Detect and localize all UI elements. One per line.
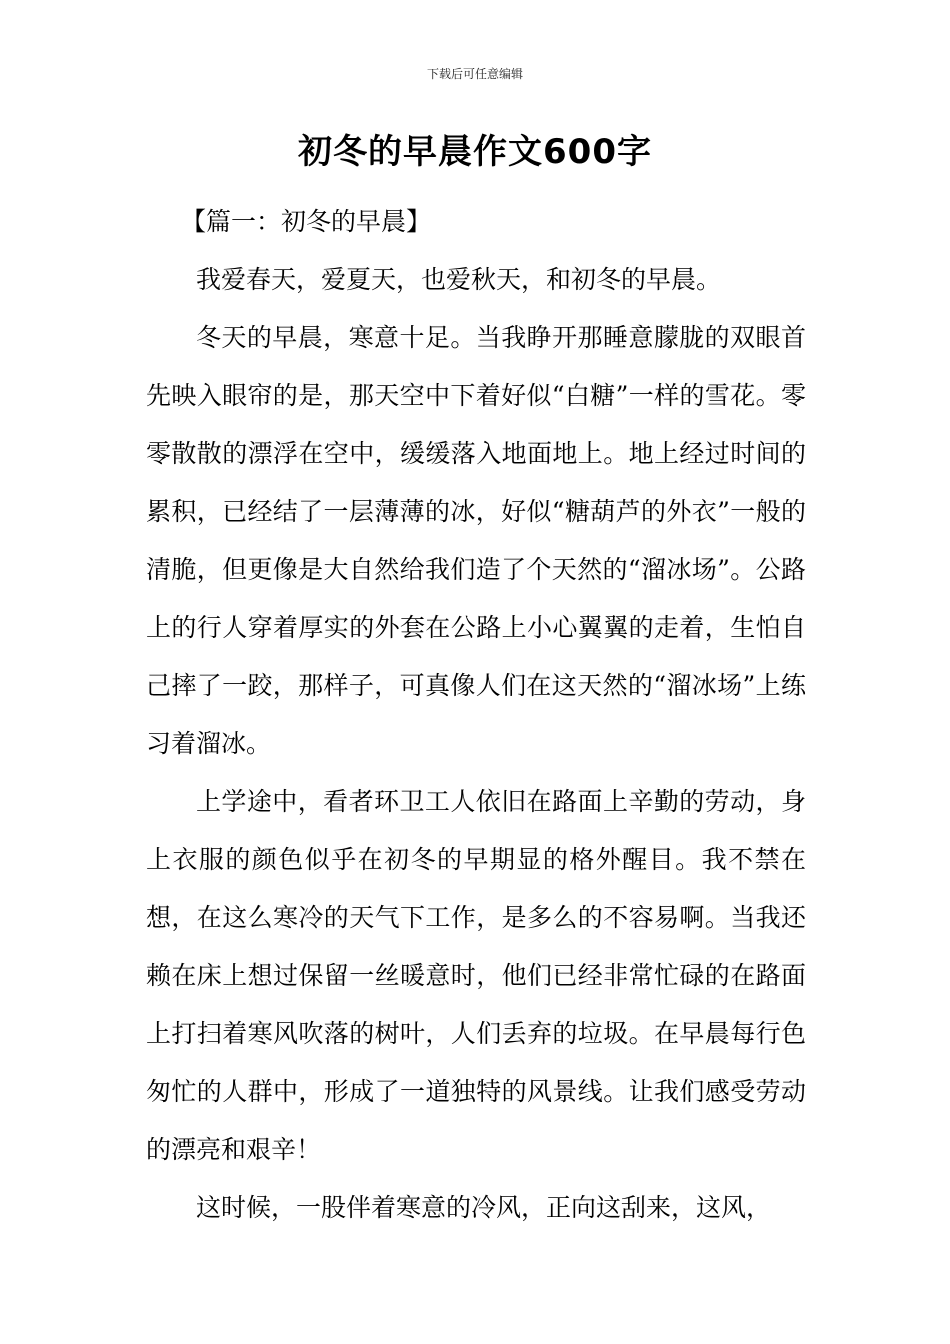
paragraph-1: 我爱春天，爱夏天，也爱秋天，和初冬的早晨。 (196, 265, 722, 294)
section-heading: 【篇一：初冬的早晨】 (181, 207, 432, 236)
document-body (146, 193, 806, 1237)
paragraph-2: 冬天的早晨，寒意十足。当我睁开那睡意朦胧的双眼首先映入眼帘的是，那天空中下着好似“白糖”一样的雪花。零零散散的漂浮在空中，缓缓落入地面地上。地上经过时间的累积，已经结了一层薄薄的冰，好似“糖葫芦的外衣”一般的清脆，但更像是大自然给我们造了个天然的“溜冰场”。公路上的行人穿着厚实的外套在公路上小心翼翼的走着，生怕自己摔了一跤，那样子，可真像人们在这天然的“溜冰场”上练习着溜冰。 (146, 323, 806, 758)
header-note: 下载后可任意编辑 (426, 67, 523, 81)
document-title: 初冬的早晨作文600字 (298, 132, 652, 172)
paragraph-4: 这时候，一股伴着寒意的冷风，正向这刮来，这风， (196, 1193, 772, 1222)
paragraph-3: 上学途中，看者环卫工人依旧在路面上辛勤的劳动，身上衣服的颜色似乎在初冬的早期显的格外醒目。我不禁在想，在这么寒冷的天气下工作，是多么的不容易啊。当我还赖在床上想过保留一丝暖意时，他们已经非常忙碌的在路面上打扫着寒风吹落的树叶，人们丢弃的垃圾。在早晨每行色匆忙的人群中，形成了一道独特的风景线。让我们感受劳动的漂亮和艰辛！ (146, 787, 806, 1164)
